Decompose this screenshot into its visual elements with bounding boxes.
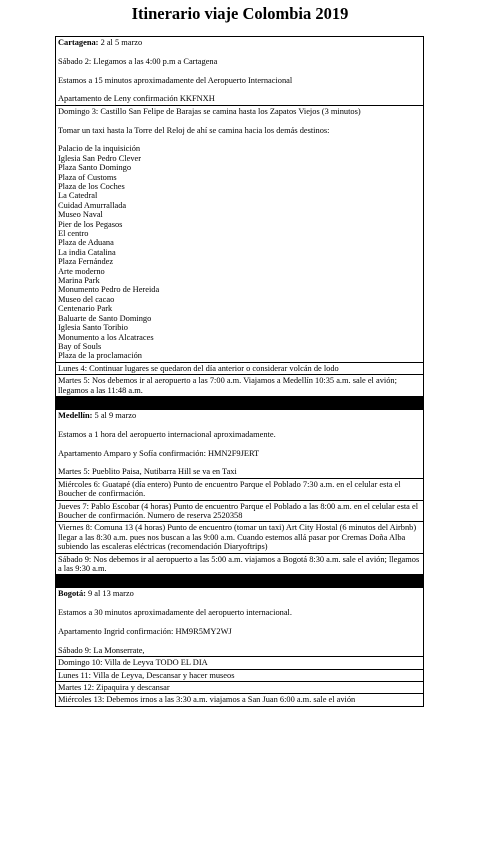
bogota-dates: 9 al 13 marzo	[85, 589, 134, 599]
place-item: La india Catalina	[58, 247, 116, 257]
place-item: Palacio de la inquisición	[58, 144, 141, 154]
cartagena-arrival: Sábado 2: Llegamos a las 4:00 p.m a Cartagena	[58, 56, 218, 66]
place-item: Cuidad Amurrallada	[58, 200, 127, 210]
place-item: Baluarte de Santo Domingo	[58, 313, 152, 323]
place-item: El centro	[58, 229, 89, 239]
bogota-tuesday: Martes 12: Zipaquira y descansar	[58, 683, 170, 693]
section-divider	[56, 574, 423, 587]
place-item: Plaza de los Coches	[58, 182, 125, 192]
bogota-sunday: Domingo 10: Villa de Leyva TODO EL DIA	[58, 658, 208, 668]
cartagena-distance: Estamos a 15 minutos aproximadamente del Aeropuerto Internacional	[58, 75, 293, 85]
bogota-apartment: Apartamento Ingrid confirmación: HM9R5MY2WJ	[58, 627, 232, 636]
cartagena-apartment: Apartamento de Leny confirmación KKFNXH	[58, 94, 215, 104]
cartagena-section	[56, 37, 423, 105]
places-list	[58, 144, 421, 360]
place-item: La Catedral	[58, 191, 98, 201]
medellin-saturday: Sábado 9: Nos debemos ir al aeropuerto a las 5:00 a.m. viajamos a Bogotá 8:30 a.m. sale el avión; llegamos a las 9:30 a.m.	[58, 554, 420, 573]
medellin-label: Medellín:	[58, 410, 93, 420]
place-item: Centenario Park	[58, 304, 113, 314]
cartagena-dates: 2 al 5 marzo	[98, 38, 143, 47]
document-title: Itinerario viaje Colombia 2019	[131, 4, 349, 23]
medellin-apartment: Apartamento Amparo y Sofía confirmación: HMN2F9JERT	[58, 448, 260, 458]
place-item: Iglesia San Pedro Clever	[58, 153, 142, 163]
medellin-friday: Viernes 8: Comuna 13 (4 horas) Punto de encuentro (tomar un taxi) Art City Hostal (6 minutos del Airbnb) llegar a las 8:30 a.m. pues nos buscan a las 9:00 a.m. Cuando estemos allá pasar por Cremas Doña Alba subiendo las escaleras eléctricas (recomendación Diaryoftrips)	[58, 523, 417, 552]
cartagena-taxi: Tomar un taxi hasta la Torre del Reloj de ahí se camina hacia los demás destinos:	[58, 125, 330, 135]
place-item: Monumento a los Alcatraces	[58, 332, 154, 342]
cartagena-tuesday-row	[56, 374, 423, 396]
medellin-dates: 5 al 9 marzo	[92, 410, 137, 420]
place-item: Arte moderno	[58, 266, 105, 276]
bogota-section	[56, 587, 423, 656]
cartagena-heading	[58, 38, 421, 47]
bogota-monday: Lunes 11: Villa de Leyva, Descansar y hacer museos	[58, 670, 235, 680]
cartagena-sunday: Domingo 3: Castillo San Felipe de Barajas se camina hasta los Zapatos Viejos (3 minutos)	[58, 106, 361, 116]
medellin-wednesday: Miércoles 6: Guatapé (día entero) Punto de encuentro Parque el Poblado 7:30 a.m. en el celular esta el Boucher de confirmación.	[58, 479, 401, 499]
place-item: Plaza of Customs	[58, 172, 117, 182]
medellin-saturday-row	[56, 553, 423, 575]
section-divider	[56, 396, 423, 409]
place-item: Plaza Fernández	[58, 257, 114, 267]
medellin-friday-row	[56, 521, 423, 552]
medellin-thursday: Jueves 7: Pablo Escobar (4 horas) Punto de encuentro Parque el Poblado a las 8:00 a.m. en el celular esta el Boucher de confirmación. Numero de reserva 2520358	[58, 501, 419, 520]
cartagena-tuesday: Martes 5: Nos debemos ir al aeropuerto a las 7:00 a.m. Viajamos a Medellín 10:35 a.m. sale el avión; llegamos a las 11:48 a.m.	[58, 376, 397, 395]
itinerary-table	[55, 36, 424, 707]
bogota-wednesday: Miércoles 13: Debemos irnos a las 3:30 a.m. viajamos a San Juan 6:00 a.m. sale el avión	[58, 695, 356, 705]
bogota-heading	[58, 589, 421, 598]
bogota-sunday-row	[56, 656, 423, 668]
place-item: Museo Naval	[58, 210, 103, 220]
place-item: Plaza de Aduana	[58, 238, 114, 248]
bogota-label: Bogotá:	[58, 589, 86, 599]
place-item: Plaza de la proclamación	[58, 351, 142, 361]
place-item: Monumento Pedro de Hereida	[58, 285, 160, 295]
cartagena-sunday-section	[56, 105, 423, 362]
medellin-section	[56, 409, 423, 478]
cartagena-monday: Lunes 4: Continuar lugares se quedaron del día anterior o considerar volcán de lodo	[58, 363, 339, 373]
medellin-distance: Estamos a 1 hora del aeropuerto internacional aproximadamente.	[58, 429, 276, 439]
bogota-tuesday-row	[56, 681, 423, 693]
place-item: Bay of Souls	[58, 341, 102, 351]
medellin-thursday-row	[56, 500, 423, 522]
bogota-monday-row	[56, 669, 423, 681]
medellin-heading	[58, 411, 421, 420]
medellin-wednesday-row	[56, 478, 423, 500]
bogota-distance: Estamos a 30 minutos aproximadamente del aeropuerto internacional.	[58, 608, 292, 618]
place-item: Plaza Santo Domingo	[58, 163, 132, 173]
place-item: Iglesia Santo Toribio	[58, 323, 128, 333]
bogota-wednesday-row	[56, 693, 423, 705]
medellin-tuesday: Martes 5: Pueblito Paisa, Nutibarra Hill se va en Taxi	[58, 467, 237, 477]
place-item: Museo del cacao	[58, 294, 115, 304]
bogota-saturday: Sábado 9: La Monserrate,	[58, 645, 145, 655]
cartagena-monday-row	[56, 362, 423, 374]
cartagena-label: Cartagena:	[58, 38, 99, 47]
place-item: Pier de los Pegasos	[58, 219, 123, 229]
place-item: Marina Park	[58, 276, 100, 286]
